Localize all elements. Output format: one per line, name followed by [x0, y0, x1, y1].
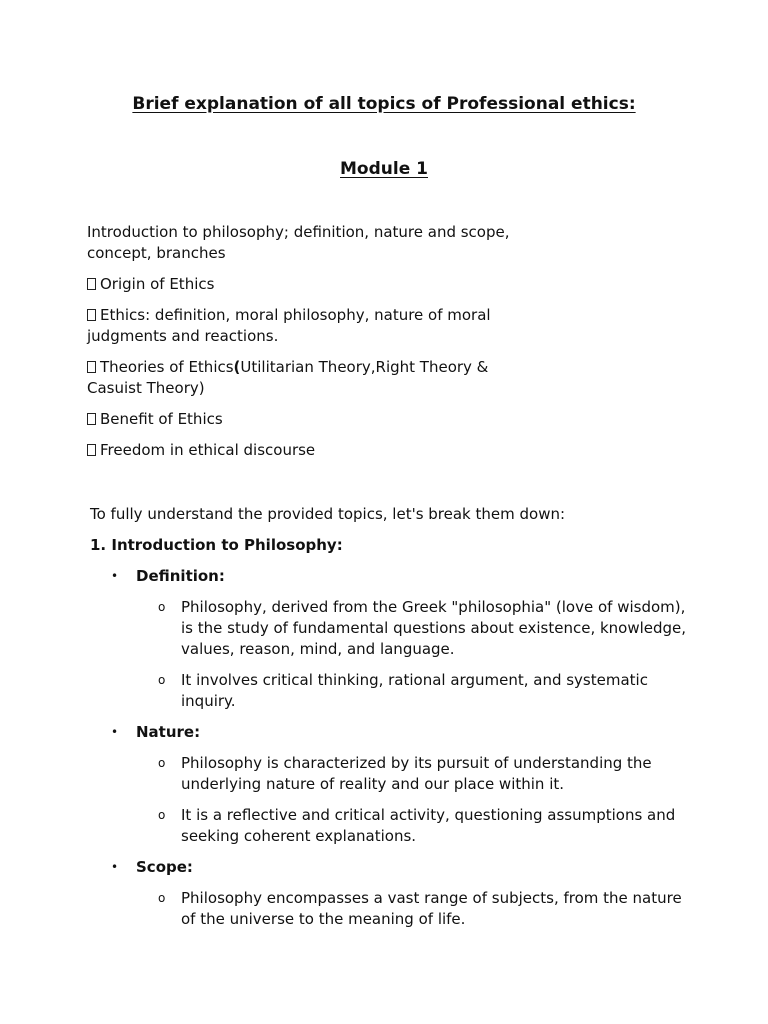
bullet-icon: •: [111, 725, 119, 739]
sub-list-item: o Philosophy encompasses a vast range of subjects, from the nature of the universe to the meaning of life.: [158, 889, 682, 928]
sub-bullet-icon: o: [158, 600, 166, 614]
syllabus-list: [87, 222, 527, 471]
explanation-body: [90, 504, 690, 940]
syllabus-item: Origin of Ethics: [87, 274, 527, 295]
sub-bullet-icon: o: [158, 756, 166, 770]
sub-bullet-icon: o: [158, 891, 166, 905]
missing-glyph-icon: [87, 278, 96, 290]
bullet-icon: •: [111, 860, 119, 874]
nature-label: Nature:: [136, 723, 201, 741]
syllabus-intro: Introduction to philosophy; definition, nature and scope, concept, branches: [87, 223, 510, 262]
scope-label: Scope:: [136, 858, 193, 876]
explanation-lead: To fully understand the provided topics, let's break them down:: [90, 505, 566, 523]
sub-list-item: o Philosophy, derived from the Greek "philosophia" (love of wisdom), is the study of fundamental questions about existence, knowledge, values, reason, mind, and language.: [158, 598, 687, 658]
section-heading: 1. Introduction to Philosophy:: [90, 536, 343, 554]
syllabus-item: Benefit of Ethics: [87, 409, 527, 430]
sub-list-item: o Philosophy is characterized by its pursuit of understanding the underlying nature of reality and our place within it.: [158, 754, 652, 793]
sub-bullet-icon: o: [158, 673, 166, 687]
sub-bullet-icon: o: [158, 808, 166, 822]
missing-glyph-icon: [87, 309, 96, 321]
syllabus-item: Ethics: definition, moral philosophy, nature of moral judgments and reactions.: [87, 306, 491, 345]
syllabus-item: Theories of Ethics(Utilitarian Theory,Right Theory & Casuist Theory): [87, 358, 489, 397]
syllabus-item: Freedom in ethical discourse: [87, 440, 527, 461]
definition-label: Definition:: [136, 567, 225, 585]
list-item-scope: [0, 857, 690, 878]
sub-list-item: o It is a reflective and critical activity, questioning assumptions and seeking coherent explanations.: [158, 806, 676, 845]
sub-list-item: o It involves critical thinking, rational argument, and systematic inquiry.: [158, 671, 648, 710]
bullet-icon: •: [111, 569, 119, 583]
list-item-definition: [0, 566, 690, 587]
list-item-nature: [0, 722, 690, 743]
module-heading: Module 1: [340, 159, 428, 179]
document-title: Brief explanation of all topics of Professional ethics:: [132, 94, 636, 114]
missing-glyph-icon: [87, 413, 96, 425]
missing-glyph-icon: [87, 444, 96, 456]
missing-glyph-icon: [87, 361, 96, 373]
